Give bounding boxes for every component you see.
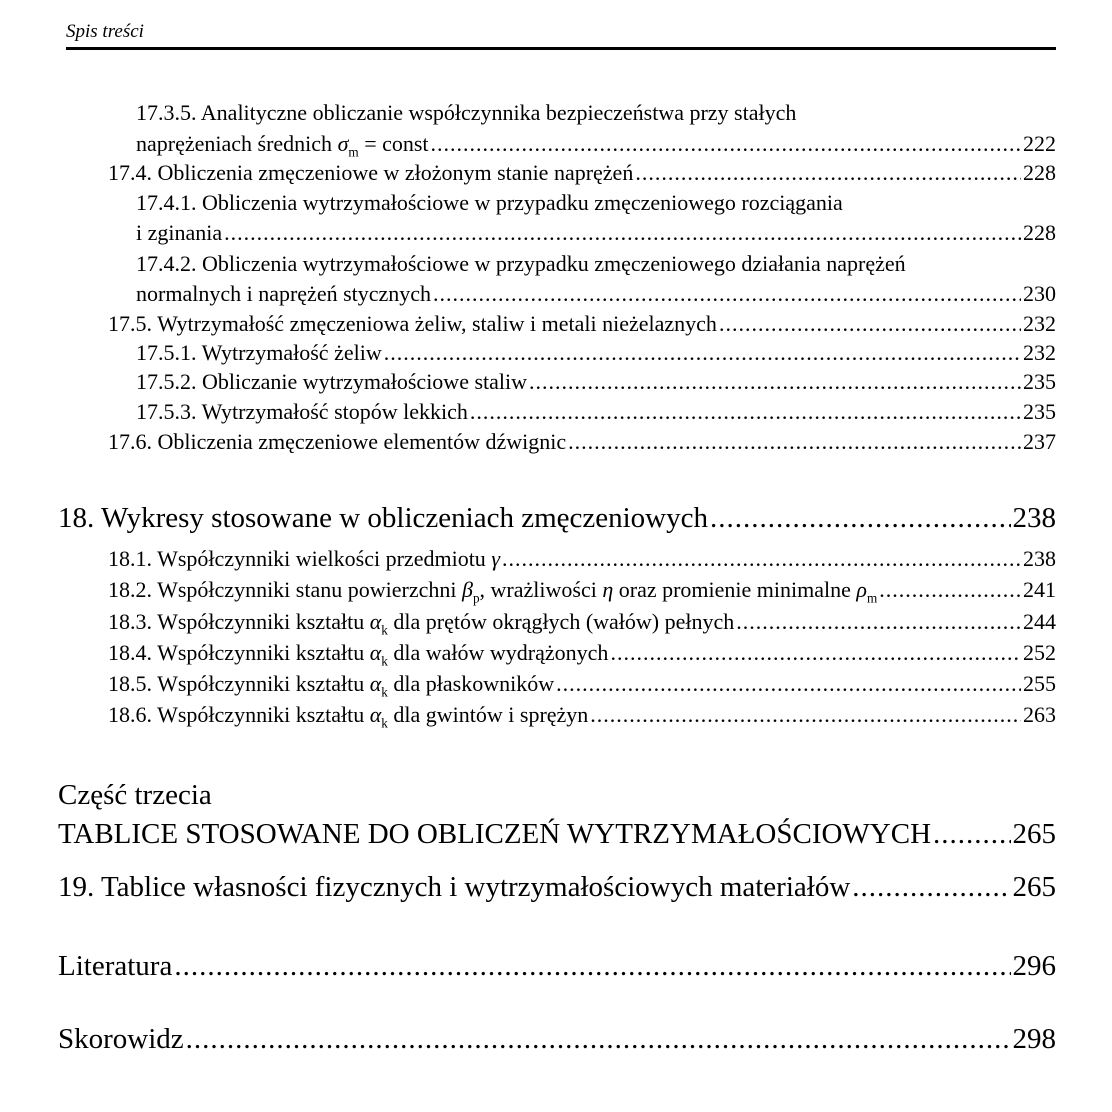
dot-leader bbox=[431, 131, 1021, 157]
toc-entry-18-3[interactable] bbox=[108, 609, 1056, 638]
dot-leader bbox=[736, 609, 1021, 635]
symbol-subscript: m bbox=[866, 590, 878, 606]
toc-entry-18-5[interactable] bbox=[108, 671, 1056, 700]
toc-entry-17-5-1[interactable] bbox=[136, 340, 1056, 366]
page-number: 228 bbox=[1023, 160, 1056, 185]
toc-entry-text: naprężeniach średnich bbox=[136, 131, 333, 156]
toc-entry-text: 17.5.3. Wytrzymałość stopów lekkich bbox=[136, 399, 468, 424]
dot-leader bbox=[384, 340, 1021, 366]
toc-entry-text: 18.4. Współczynniki kształtu bbox=[108, 640, 365, 665]
symbol-subscript: k bbox=[381, 715, 388, 731]
toc-entry-text-after: dla gwintów i sprężyn bbox=[387, 702, 589, 727]
toc-entry-literatura[interactable] bbox=[58, 950, 1056, 983]
page-number: 232 bbox=[1023, 340, 1056, 365]
alpha-symbol: α bbox=[369, 609, 382, 634]
toc-entry-text: Skorowidz bbox=[58, 1023, 184, 1055]
toc-entry-text: TABLICE STOSOWANE DO OBLICZEŃ WYTRZYMAŁOŚCIOWYCH bbox=[58, 818, 932, 850]
toc-entry-part-3-tables[interactable] bbox=[58, 818, 1056, 851]
toc-entry-text: 18.6. Współczynniki kształtu bbox=[108, 702, 365, 727]
toc-entry-17-3-5-line1: 17.3.5. Analityczne obliczanie współczynnika bezpieczeństwa przy stałych bbox=[136, 100, 797, 125]
toc-entry-text: 18. Wykresy stosowane w obliczeniach zmęczeniowych bbox=[58, 502, 708, 534]
dot-leader bbox=[933, 818, 1010, 851]
toc-entry-18-4[interactable] bbox=[108, 640, 1056, 669]
page-number: 230 bbox=[1023, 281, 1056, 306]
page-number: 255 bbox=[1023, 671, 1056, 696]
page-number: 298 bbox=[1012, 1023, 1056, 1055]
toc-entry-17-4[interactable] bbox=[108, 160, 1056, 186]
dot-leader bbox=[174, 950, 1010, 983]
page-number: 238 bbox=[1023, 546, 1056, 571]
toc-entry-17-4-1-line1: 17.4.1. Obliczenia wytrzymałościowe w przypadku zmęczeniowego rozciągania bbox=[136, 190, 843, 215]
toc-entry-17-6[interactable] bbox=[108, 429, 1056, 455]
toc-entry-text-after: dla wałów wydrążonych bbox=[387, 640, 609, 665]
toc-entry-text-after: = const bbox=[358, 131, 429, 156]
page-number: 235 bbox=[1023, 399, 1056, 424]
page-number: 252 bbox=[1023, 640, 1056, 665]
page-number: 244 bbox=[1023, 609, 1056, 634]
toc-entry-text: 19. Tablice własności fizycznych i wytrzymałościowych materiałów bbox=[58, 871, 851, 903]
alpha-symbol: α bbox=[369, 702, 382, 727]
toc-entry-17-5-3[interactable] bbox=[136, 399, 1056, 425]
dot-leader bbox=[590, 702, 1021, 728]
toc-entry-17-4-2[interactable] bbox=[136, 281, 1056, 307]
page-number: 265 bbox=[1012, 871, 1056, 903]
dot-leader bbox=[879, 577, 1021, 603]
toc-entry-17-3-5[interactable] bbox=[136, 131, 1056, 160]
symbol-subscript: k bbox=[381, 653, 388, 669]
dot-leader bbox=[635, 160, 1021, 186]
toc-entry-18[interactable] bbox=[58, 502, 1056, 535]
header-rule bbox=[66, 47, 1056, 50]
page-number: 222 bbox=[1023, 131, 1056, 156]
page-number: 265 bbox=[1012, 818, 1056, 850]
symbol-subscript: m bbox=[348, 144, 359, 160]
toc-entry-17-5-2[interactable] bbox=[136, 369, 1056, 395]
toc-entry-text: 17.5.2. Obliczanie wytrzymałościowe staliw bbox=[136, 369, 528, 394]
dot-leader bbox=[433, 281, 1021, 307]
toc-entry-text: Literatura bbox=[58, 950, 173, 982]
toc-entry-text-after: dla płaskowników bbox=[387, 671, 555, 696]
dot-leader bbox=[568, 429, 1021, 455]
page-number: 241 bbox=[1023, 577, 1056, 602]
toc-entry-text: 18.1. Współczynniki wielkości przedmiotu bbox=[108, 546, 486, 571]
toc-entry-text-after: dla prętów okrągłych (wałów) pełnych bbox=[387, 609, 735, 634]
toc-entry-text: 17.5.1. Wytrzymałość żeliw bbox=[136, 340, 382, 365]
dot-leader bbox=[502, 546, 1021, 572]
toc-entry-text: i zginania bbox=[136, 220, 223, 245]
symbol-subscript: p bbox=[472, 590, 480, 606]
toc-entry-skorowidz[interactable] bbox=[58, 1023, 1056, 1056]
toc-entry-text-after: , wrażliwości bbox=[479, 577, 597, 602]
header-title: Spis treści bbox=[66, 21, 144, 42]
dot-leader bbox=[719, 311, 1021, 337]
alpha-symbol: α bbox=[369, 640, 382, 665]
page-number: 237 bbox=[1023, 429, 1056, 454]
toc-entry-text: 18.5. Współczynniki kształtu bbox=[108, 671, 365, 696]
rho-symbol: ρ bbox=[856, 577, 867, 602]
dot-leader bbox=[710, 502, 1011, 535]
dot-leader bbox=[610, 640, 1021, 666]
toc-entry-18-6[interactable] bbox=[108, 702, 1056, 731]
dot-leader bbox=[529, 369, 1021, 395]
dot-leader bbox=[556, 671, 1021, 697]
gamma-symbol: γ bbox=[491, 546, 500, 571]
toc-entry-text: normalnych i naprężeń stycznych bbox=[136, 281, 432, 306]
eta-symbol: η bbox=[602, 577, 614, 602]
toc-entry-18-1[interactable] bbox=[108, 546, 1056, 572]
page-number: 235 bbox=[1023, 369, 1056, 394]
toc-entry-text: 18.2. Współczynniki stanu powierzchni bbox=[108, 577, 457, 602]
dot-leader bbox=[470, 399, 1021, 425]
symbol-subscript: k bbox=[381, 622, 388, 638]
page-number: 232 bbox=[1023, 311, 1056, 336]
sigma-symbol: σ bbox=[337, 131, 349, 156]
toc-entry-17-5[interactable] bbox=[108, 311, 1056, 337]
toc-entry-18-2[interactable] bbox=[108, 577, 1056, 606]
dot-leader bbox=[224, 220, 1021, 246]
toc-entry-text: 18.3. Współczynniki kształtu bbox=[108, 609, 365, 634]
beta-symbol: β bbox=[461, 577, 473, 602]
symbol-subscript: k bbox=[381, 684, 388, 700]
dot-leader bbox=[852, 871, 1010, 904]
alpha-symbol: α bbox=[369, 671, 382, 696]
toc-entry-17-4-2-line1: 17.4.2. Obliczenia wytrzymałościowe w przypadku zmęczeniowego działania naprężeń bbox=[136, 251, 906, 276]
page-number: 263 bbox=[1023, 702, 1056, 727]
page-number: 238 bbox=[1012, 502, 1056, 534]
toc-entry-text: 17.4. Obliczenia zmęczeniowe w złożonym stanie naprężeń bbox=[108, 160, 634, 185]
toc-entry-17-4-1[interactable] bbox=[136, 220, 1056, 246]
part-heading: Część trzecia bbox=[58, 779, 212, 811]
page-header bbox=[66, 20, 1056, 44]
toc-entry-text: 17.5. Wytrzymałość zmęczeniowa żeliw, staliw i metali nieżelaznych bbox=[108, 311, 717, 336]
toc-entry-text-after2: oraz promienie minimalne bbox=[613, 577, 851, 602]
page-number: 228 bbox=[1023, 220, 1056, 245]
page-number: 296 bbox=[1012, 950, 1056, 982]
dot-leader bbox=[186, 1023, 1011, 1056]
toc-entry-text: 17.6. Obliczenia zmęczeniowe elementów dźwignic bbox=[108, 429, 567, 454]
toc-entry-19[interactable] bbox=[58, 871, 1056, 904]
